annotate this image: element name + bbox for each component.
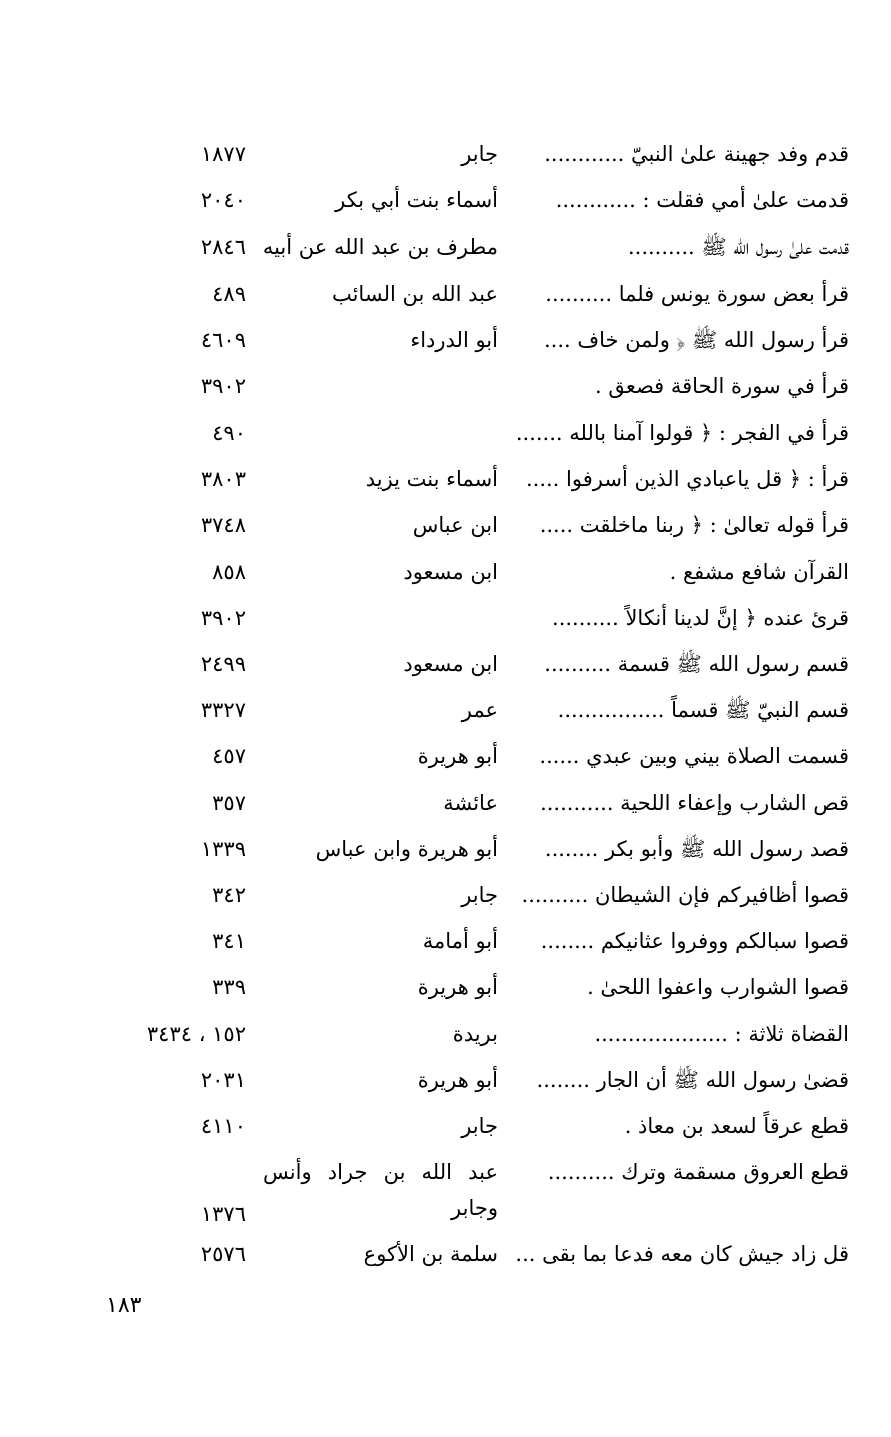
hadith-number: ٣٤٢ <box>212 883 246 907</box>
narrator-name: أبو هريرة <box>417 975 498 999</box>
hadith-number: ٣٤١ <box>212 929 246 953</box>
page-number: ١٨٣ <box>106 1293 142 1318</box>
index-entry <box>0 596 891 642</box>
index-entry <box>0 364 891 410</box>
narrator-name: مطرف بن عبد الله عن أبيه <box>262 235 498 259</box>
hadith-text: قسم النبيّ ﷺ قسماً ................ <box>557 698 849 722</box>
narrator-name: ابن مسعود <box>403 560 498 584</box>
hadith-number: ٣٥٧ <box>212 791 246 815</box>
index-entry <box>0 178 891 224</box>
hadith-text: قرأ قوله تعالىٰ : ﴿ ربنا ماخلقت ..... <box>539 513 849 537</box>
hadith-text: القرآن شافع مشفع . <box>669 560 849 584</box>
narrator-name: جابر <box>461 142 498 166</box>
narrator-name: أسماء بنت أبي بكر <box>335 188 498 212</box>
narrator-name: عبد الله بن السائب <box>331 282 498 306</box>
index-entry <box>0 550 891 596</box>
index-entry <box>0 457 891 503</box>
hadith-text: قسمت الصلاة بيني وبين عبدي ...... <box>539 744 849 768</box>
narrator-name: جابر <box>461 883 498 907</box>
hadith-text: قصوا الشوارب واعفوا اللحىٰ . <box>587 975 849 999</box>
narrator-name: عائشة <box>443 791 498 815</box>
index-entry <box>0 688 891 734</box>
hadith-text: قرأ في سورة الحاقة فصعق . <box>594 374 849 398</box>
index-entry <box>0 272 891 318</box>
hadith-number: ٢٠٣١ <box>200 1068 246 1092</box>
hadith-text: قصوا أظافيركم فإن الشيطان .......... <box>521 883 849 907</box>
index-entry <box>0 1232 891 1278</box>
hadith-number: ٤١١٠ <box>200 1114 246 1138</box>
index-entry <box>0 965 891 1011</box>
hadith-text: قرأ : ﴿ قل ياعبادي الذين أسرفوا ..... <box>525 467 849 491</box>
hadith-number: ١٥٢ ، ٣٤٣٤ <box>146 1022 246 1046</box>
hadith-text: قدمت علىٰ أمي فقلت : ............ <box>555 188 849 212</box>
narrator-name: بريدة <box>452 1022 498 1046</box>
narrator-name: عمر <box>461 698 498 722</box>
hadith-text: قصد رسول الله ﷺ وأبو بكر ........ <box>544 837 849 861</box>
hadith-number: ٤٨٩ <box>212 282 246 306</box>
index-entry <box>0 873 891 919</box>
hadith-text: قضىٰ رسول الله ﷺ أن الجار ........ <box>536 1068 849 1092</box>
narrator-name: أسماء بنت يزيد <box>365 467 498 491</box>
hadith-text: قرأ رسول الله ﷺ ﴿ ولمن خاف .... <box>544 328 849 352</box>
index-entry <box>0 1150 891 1232</box>
index-entry <box>0 642 891 688</box>
narrator-name: أبو هريرة وابن عباس <box>315 837 498 861</box>
hadith-text: قدمت علىٰ رسول الله ﷺ .......... <box>627 235 849 259</box>
hadith-text: قل زاد جيش كان معه فدعا بما بقى ... <box>515 1242 849 1266</box>
hadith-text: قطع العروق مسقمة وترك .......... <box>547 1160 849 1184</box>
hadith-text: قطع عرقاً لسعد بن معاذ . <box>624 1114 849 1138</box>
index-entry <box>0 781 891 827</box>
hadith-number: ١٨٧٧ <box>200 142 246 166</box>
hadith-number: ٨٥٨ <box>212 560 246 584</box>
hadith-number: ٢٠٤٠ <box>200 188 246 212</box>
hadith-number: ١٣٧٦ <box>200 1202 246 1226</box>
hadith-text: قص الشارب وإعفاء اللحية ........... <box>540 791 849 815</box>
index-entry <box>0 411 891 457</box>
narrator-name: ابن عباس <box>412 513 498 537</box>
hadith-text: قرئ عنده ﴿ إنَّ لدينا أنكالاً .......... <box>552 606 849 630</box>
hadith-text: قرأ في الفجر : ﴿ قولوا آمنا بالله ....... <box>515 421 849 445</box>
index-entry <box>0 1012 891 1058</box>
index-entry <box>0 318 891 364</box>
index-entry <box>0 503 891 549</box>
narrator-name: أبو الدرداء <box>410 328 498 352</box>
index-entry <box>0 225 891 271</box>
narrator-name: أبو أمامة <box>422 929 498 953</box>
narrator-name: ابن مسعود <box>403 652 498 676</box>
narrator-name: سلمة بن الأكوع <box>363 1242 498 1266</box>
hadith-number: ٣٩٠٢ <box>200 374 246 398</box>
index-entry <box>0 1104 891 1150</box>
index-entry <box>0 734 891 780</box>
hadith-number: ١٣٣٩ <box>200 837 246 861</box>
index-entry <box>0 1058 891 1104</box>
narrator-name: أبو هريرة <box>417 1068 498 1092</box>
index-entry <box>0 132 891 178</box>
hadith-text: قدم وفد جهينة علىٰ النبيّ ............ <box>544 142 849 166</box>
hadith-number: ٤٥٧ <box>212 744 246 768</box>
hadith-number: ٤٩٠ <box>212 421 246 445</box>
narrator-name: جابر <box>461 1114 498 1138</box>
hadith-number: ٣٣٩ <box>212 975 246 999</box>
index-entry <box>0 827 891 873</box>
hadith-text: القضاة ثلاثة : .................... <box>594 1022 849 1046</box>
hadith-number: ٤٦٠٩ <box>200 328 246 352</box>
index-entry <box>0 919 891 965</box>
hadith-number: ٢٨٤٦ <box>200 235 246 259</box>
hadith-number: ٣٧٤٨ <box>200 513 246 537</box>
hadith-text: قرأ بعض سورة يونس فلما .......... <box>545 282 849 306</box>
hadith-number: ٣٣٢٧ <box>200 698 246 722</box>
hadith-number: ٢٤٩٩ <box>200 652 246 676</box>
hadith-number: ٣٨٠٣ <box>200 467 246 491</box>
hadith-number: ٣٩٠٢ <box>200 606 246 630</box>
narrator-name: عبد الله بن جراد وأنس وجابر <box>263 1160 498 1220</box>
hadith-number: ٢٥٧٦ <box>200 1242 246 1266</box>
hadith-text: قصوا سبالكم ووفروا عثانيكم ........ <box>540 929 849 953</box>
narrator-name: أبو هريرة <box>417 744 498 768</box>
hadith-text: قسم رسول الله ﷺ قسمة .......... <box>544 652 849 676</box>
